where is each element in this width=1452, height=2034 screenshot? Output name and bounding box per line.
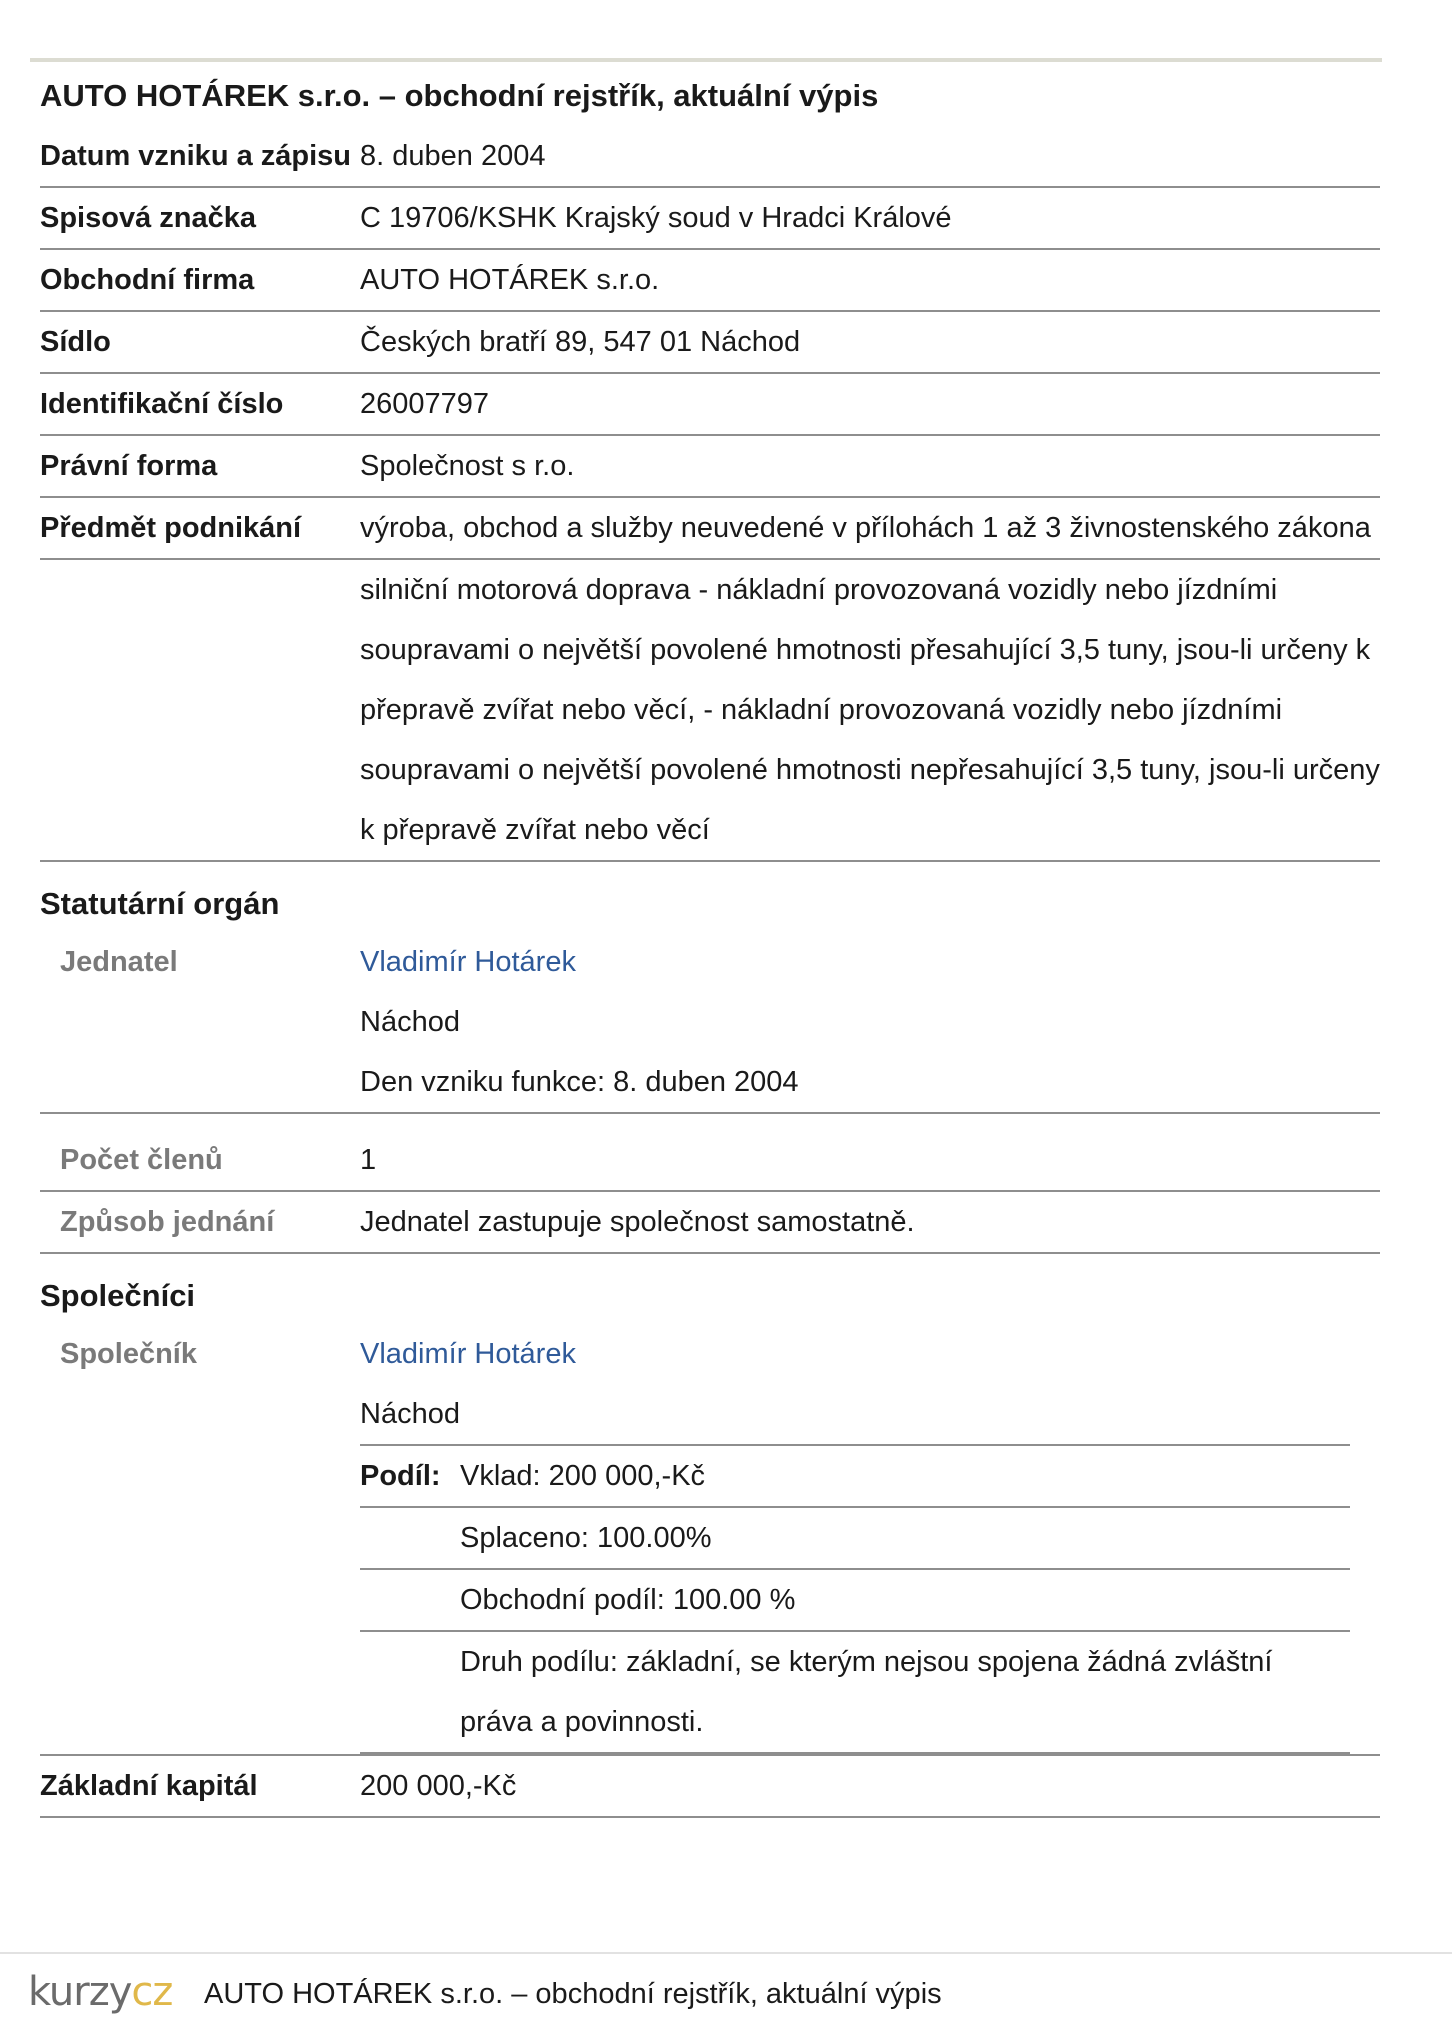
label-predmet: Předmět podnikání [40,497,360,559]
label-datum: Datum vzniku a zápisu [40,126,360,187]
label-podil: Podíl: [360,1445,460,1507]
share-table [360,1444,1350,1754]
label-firma: Obchodní firma [40,249,360,311]
jednatel-since: Den vzniku funkce: 8. duben 2004 [360,1052,1380,1113]
label-kapital: Základní kapitál [40,1755,360,1817]
label-jednatel: Jednatel [60,946,178,978]
label-spolecnik: Společník [60,1338,197,1370]
share-obchodni-podil: Obchodní podíl: 100.00 % [460,1569,1350,1631]
register-extract-card [30,58,1382,1932]
row-spolecnik [40,1324,1380,1384]
row-pocet-clenu [40,1130,1380,1191]
register-table [40,66,1380,1818]
spolecnik-city: Náchod [360,1398,460,1430]
row-kapital [40,1755,1380,1817]
share-vklad: Vklad: 200 000,-Kč [460,1445,1350,1507]
value-forma: Společnost s r.o. [360,435,1380,497]
value-zpusob-jednani: Jednatel zastupuje společnost samostatně. [360,1191,1380,1253]
row-ico [40,373,1380,435]
value-spisova: C 19706/KSHK Krajský soud v Hradci Králové [360,187,1380,249]
section-statutarni [40,861,1380,932]
jednatel-city: Náchod [360,1006,460,1038]
row-forma [40,435,1380,497]
value-sidlo: Českých bratří 89, 547 01 Náchod [360,311,1380,373]
footer [0,1952,1452,2034]
logo-cz: cz [131,1969,173,2015]
section-spolecnici [40,1253,1380,1324]
section-heading-statutarni: Statutární orgán [40,886,280,921]
label-forma: Právní forma [40,435,360,497]
footer-title: AUTO HOTÁREK s.r.o. – obchodní rejstřík, aktuální výpis [204,1978,942,2010]
share-druh: Druh podílu: základní, se kterým nejsou spojena žádná zvláštní práva a povinnosti. [460,1631,1350,1753]
row-jednatel [40,932,1380,992]
page-title: AUTO HOTÁREK s.r.o. – obchodní rejstřík, aktuální výpis [40,78,879,113]
logo-kurzy: kurzy [28,1969,132,2015]
value-predmet-item: výroba, obchod a služby neuvedené v přílohách 1 až 3 živnostenského zákona [360,497,1380,559]
value-pocet-clenu: 1 [360,1130,1380,1191]
label-sidlo: Sídlo [40,311,360,373]
row-zpusob-jednani [40,1191,1380,1253]
label-zpusob-jednani: Způsob jednání [40,1191,360,1253]
value-firma: AUTO HOTÁREK s.r.o. [360,249,1380,311]
row-spisova [40,187,1380,249]
value-predmet-item: silniční motorová doprava - nákladní provozovaná vozidly nebo jízdními soupravami o největší povolené hmotnosti přesahující 3,5 tuny, jsou-li určeny k přepravě zvířat nebo věcí, - nákladní provozovaná vozidly nebo jízdními soupravami o největší povolené hmotnosti nepřesahující 3,5 tuny, jsou-li určeny k přepravě zvířat nebo věcí [360,559,1380,861]
label-pocet-clenu: Počet členů [40,1130,360,1191]
value-datum: 8. duben 2004 [360,126,1380,187]
row-predmet-1 [40,497,1380,559]
row-sidlo [40,311,1380,373]
value-kapital: 200 000,-Kč [360,1755,1380,1817]
label-spisova: Spisová značka [40,187,360,249]
row-firma [40,249,1380,311]
label-ico: Identifikační číslo [40,373,360,435]
value-ico: 26007797 [360,373,1380,435]
row-predmet-2 [40,559,1380,861]
spolecnik-name-link[interactable]: Vladimír Hotárek [360,1338,576,1370]
row-datum [40,126,1380,187]
kurzy-cz-logo[interactable] [28,1968,172,2016]
jednatel-name-link[interactable]: Vladimír Hotárek [360,946,576,978]
section-heading-spolecnici: Společníci [40,1278,196,1313]
share-splaceno: Splaceno: 100.00% [460,1507,1350,1569]
